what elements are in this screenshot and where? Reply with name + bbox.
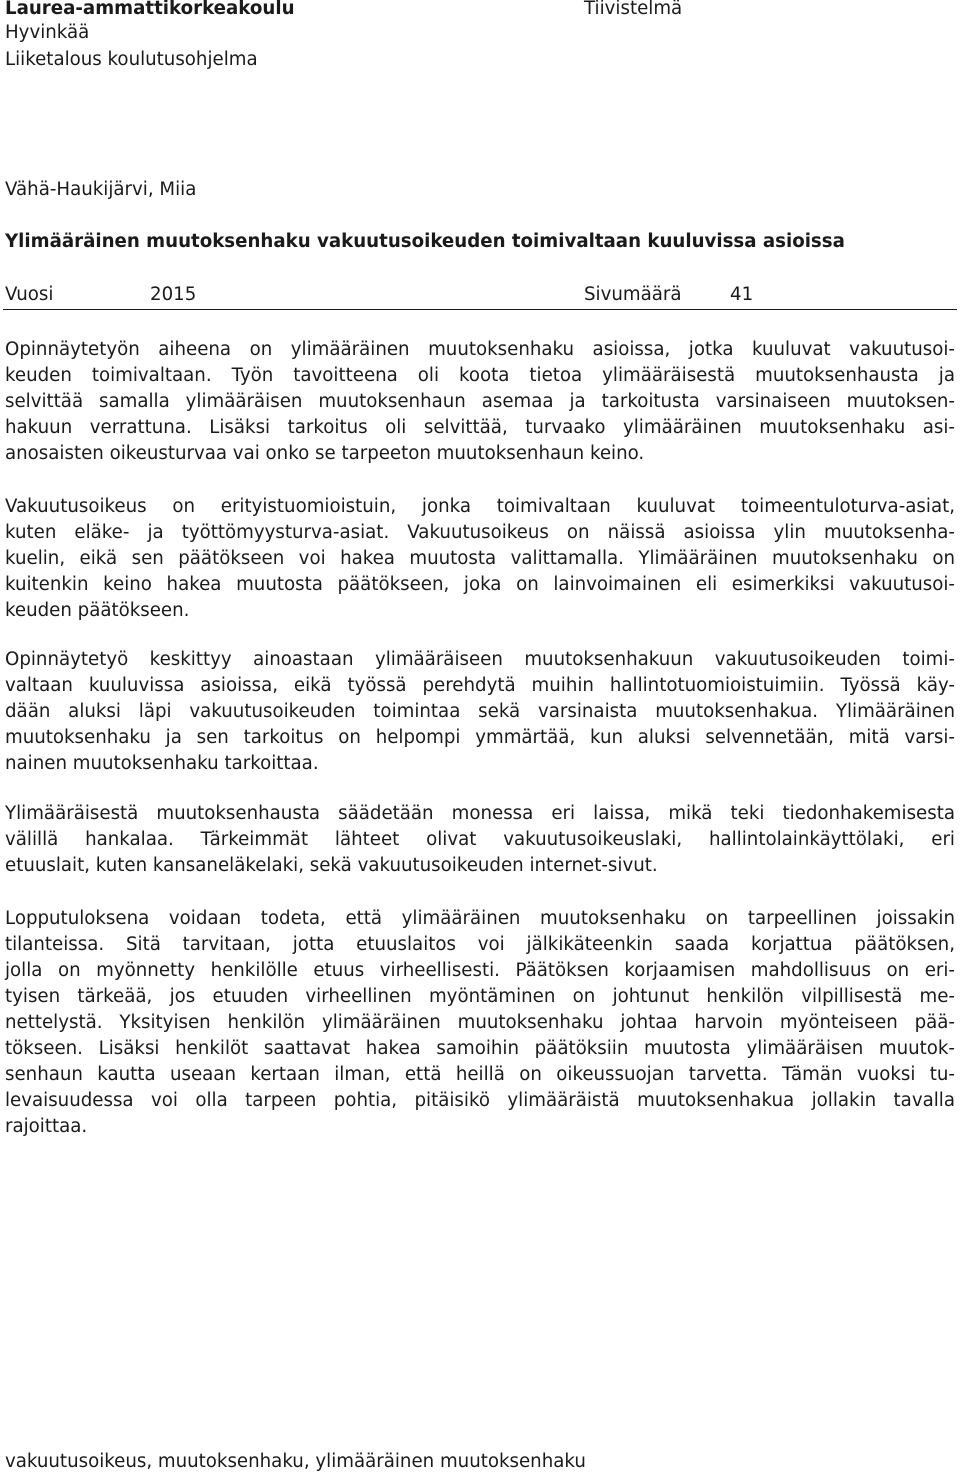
abstract-paragraph xyxy=(5,647,955,777)
document-type: Tiivistelmä xyxy=(584,0,683,19)
page-count-value: 41 xyxy=(730,284,754,305)
year-value: 2015 xyxy=(150,284,197,305)
paragraph-line: levaisuudessa voi olla tarpeen pohtia, pitäisikö ylimääräistä muutoksenhakua jollakin tavalla xyxy=(5,1090,955,1111)
paragraph-line: etuuslait, kuten kansaneläkelaki, sekä vakuutusoikeuden internet-sivut. xyxy=(5,855,658,876)
page-count-label: Sivumäärä xyxy=(584,284,682,305)
degree-programme: Liiketalous koulutusohjelma xyxy=(5,49,258,70)
paragraph-line: kuten eläke- ja työttömyysturva-asiat. Vakuutusoikeus on näissä asioissa ylin muutoksenha- xyxy=(5,522,955,543)
paragraph-line: tilanteissa. Sitä tarvitaan, jotta etuuslaitos voi jälkikäteenkin saada korjattua päätöksen, xyxy=(5,934,955,955)
paragraph-line: Opinnäytetyö keskittyy ainoastaan ylimääräiseen muutoksenhakuun vakuutusoikeuden toimi- xyxy=(5,649,955,670)
paragraph-line: Opinnäytetyön aiheena on ylimääräinen muutoksenhaku asioissa, jotka kuuluvat vakuutusoi- xyxy=(5,339,955,360)
paragraph-line: keuden päätökseen. xyxy=(5,600,190,621)
thesis-title: Ylimääräinen muutoksenhaku vakuutusoikeuden toimivaltaan kuuluvissa asioissa xyxy=(5,231,845,252)
campus-name: Hyvinkää xyxy=(5,22,90,43)
paragraph-line: senhaun kautta useaan kertaan ilman, että heillä on oikeussuojan tarvetta. Tämän vuoksi tu- xyxy=(5,1064,955,1085)
paragraph-line: rajoittaa. xyxy=(5,1116,88,1137)
paragraph-line: hakuun verrattuna. Lisäksi tarkoitus oli selvittää, turvaako ylimääräinen muutoksenhaku asi- xyxy=(5,417,955,438)
paragraph-line: muutoksenhaku ja sen tarkoitus on helpompi ymmärtää, kun aluksi selvennetään, mitä varsi- xyxy=(5,727,955,748)
paragraph-line: nettelystä. Yksityisen henkilön ylimääräinen muutoksenhaku johtaa harvoin myönteiseen pää- xyxy=(5,1012,955,1033)
paragraph-line: nainen muutoksenhaku tarkoittaa. xyxy=(5,753,319,774)
paragraph-line: välillä hankalaa. Tärkeimmät lähteet olivat vakuutusoikeuslaki, hallintolainkäyttölaki, eri xyxy=(5,829,955,850)
abstract-paragraph xyxy=(5,906,955,1140)
year-label: Vuosi xyxy=(5,284,54,305)
paragraph-line: kuelin, eikä sen päätökseen voi hakea muutosta valittamalla. Ylimääräinen muutoksenhaku on xyxy=(5,548,955,569)
paragraph-line: anosaisten oikeusturvaa vai onko se tarpeeton muutoksenhaun keino. xyxy=(5,443,645,464)
abstract-paragraph xyxy=(5,801,955,879)
paragraph-line: tökseen. Lisäksi henkilöt saattavat hakea samoihin päätöksiin muutosta ylimääräisen muutok- xyxy=(5,1038,955,1059)
abstract-paragraph xyxy=(5,337,955,467)
keywords: vakuutusoikeus, muutoksenhaku, ylimääräinen muutoksenhaku xyxy=(5,1451,586,1472)
paragraph-line: valtaan kuuluvissa asioissa, eikä työssä perehdytä muihin hallintotuomioistuimiin. Työssä käy- xyxy=(5,675,955,696)
paragraph-line: keuden toimivaltaan. Työn tavoitteena oli koota tietoa ylimääräisestä muutoksenhausta ja xyxy=(5,365,955,386)
abstract-paragraph xyxy=(5,494,955,624)
paragraph-line: kuitenkin keino hakea muutosta päätökseen, joka on lainvoimainen eli esimerkiksi vakuutusoi- xyxy=(5,574,955,595)
paragraph-line: Vakuutusoikeus on erityistuomioistuin, jonka toimivaltaan kuuluvat toimeentuloturva-asiat, xyxy=(5,496,955,517)
paragraph-line: selvittää samalla ylimääräisen muutoksenhaun asemaa ja tarkoitusta varsinaiseen muutoksen- xyxy=(5,391,955,412)
author-name: Vähä-Haukijärvi, Miia xyxy=(5,179,197,200)
school-name: Laurea-ammattikorkeakoulu xyxy=(5,0,295,19)
paragraph-line: dään aluksi läpi vakuutusoikeuden toimintaa sekä varsinaista muutoksenhakua. Ylimääräinen xyxy=(5,701,955,722)
paragraph-line: tyisen tärkeää, jos etuuden virheellinen myöntäminen on johtunut henkilön vilpillisestä me- xyxy=(5,986,955,1007)
paragraph-line: Lopputuloksena voidaan todeta, että ylimääräinen muutoksenhaku on tarpeellinen joissakin xyxy=(5,908,955,929)
paragraph-line: jolla on myönnetty henkilölle etuus virheellisesti. Päätöksen korjaamisen mahdollisuus on eri- xyxy=(5,960,955,981)
paragraph-line: Ylimääräisestä muutoksenhausta säädetään monessa eri laissa, mikä teki tiedonhakemisesta xyxy=(5,803,955,824)
divider-rule xyxy=(3,309,957,310)
